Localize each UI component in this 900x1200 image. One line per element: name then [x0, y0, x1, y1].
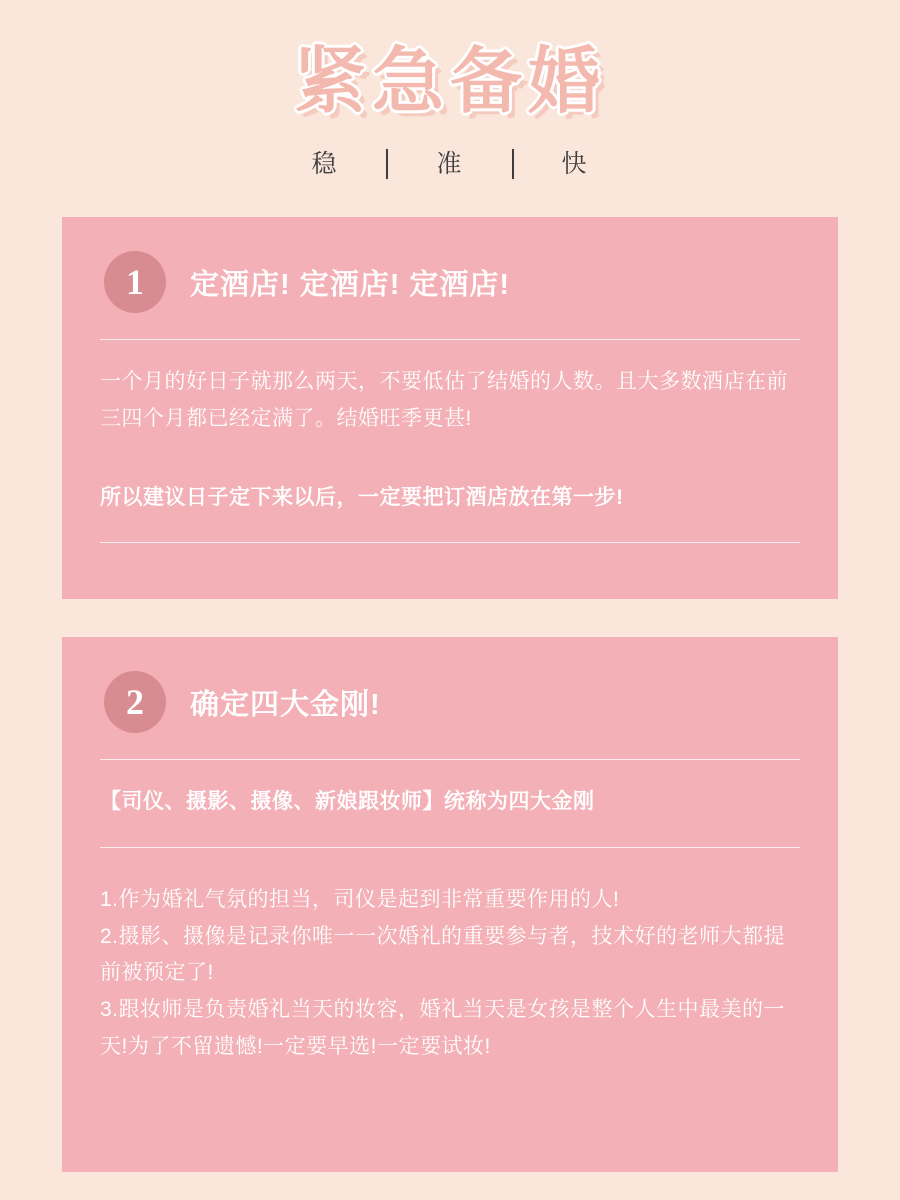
card-1-number-badge: 1	[104, 251, 166, 313]
subtitle-word-2: 准	[436, 149, 464, 178]
card-1-divider-top	[100, 339, 800, 340]
card-1-head	[96, 251, 804, 313]
subtitle-word-3: 快	[561, 149, 589, 178]
card-1-highlight: 所以建议日子定下来以后，一定要把订酒店放在第一步!	[100, 485, 624, 509]
card-2-item-3: 3.跟妆师是负责婚礼当天的妆容，婚礼当天是女孩是整个人生中最美的一天!为了不留遗憾!一定要早选!一定要试妆!	[100, 998, 786, 1058]
card-2-divider-top	[100, 759, 800, 760]
subtitle-row	[0, 149, 900, 179]
page-title: 紧急备婚	[293, 39, 606, 123]
card-1-paragraph: 一个月的好日子就那么两天，不要低估了结婚的人数。且大多数酒店在前三四个月都已经定满了。结婚旺季更甚!	[100, 370, 788, 430]
subtitle-word-1: 稳	[311, 149, 339, 178]
card-1-divider-bottom	[100, 542, 800, 543]
poster-header	[0, 0, 900, 179]
card-1-spacer	[96, 438, 804, 456]
card-2-item-1: 1.作为婚礼气氛的担当，司仪是起到非常重要作用的人!	[100, 887, 620, 911]
card-1-title: 定酒店! 定酒店! 定酒店!	[190, 268, 511, 301]
card-2-definition: 【司仪、摄影、摄像、新娘跟妆师】统称为四大金刚	[100, 790, 595, 814]
tip-card-2	[62, 637, 838, 1172]
card-2-spacer	[96, 848, 804, 858]
tip-card-1	[62, 217, 838, 599]
card-2-title: 确定四大金刚!	[190, 688, 381, 721]
card-2-number-badge: 2	[104, 671, 166, 733]
card-2-item-2: 2.摄影、摄像是记录你唯一一次婚礼的重要参与者，技术好的老师大都提前被预定了!	[100, 924, 786, 985]
card-2-head	[96, 671, 804, 733]
